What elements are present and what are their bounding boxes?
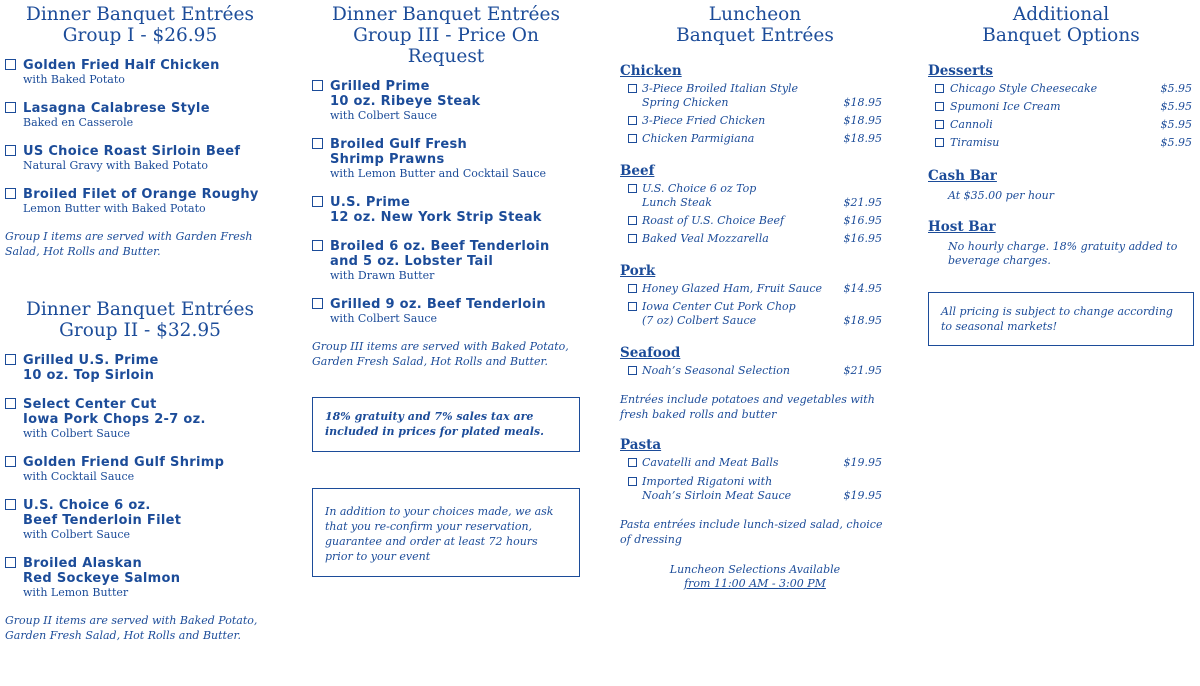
- additional-title: Additional Banquet Options: [982, 4, 1140, 46]
- lunch-item[interactable]: U.S. Choice 6 oz Top Lunch Steak $21.95: [620, 182, 890, 210]
- cash-bar-desc: At $35.00 per hour: [948, 189, 1055, 202]
- lunch-item[interactable]: Roast of U.S. Choice Beef $16.95: [620, 214, 890, 228]
- checkbox[interactable]: [5, 59, 16, 70]
- lunch-item[interactable]: Cavatelli and Meat Balls $19.95: [620, 456, 890, 470]
- checkbox[interactable]: [628, 302, 637, 311]
- lunch-item[interactable]: Iowa Center Cut Pork Chop (7 oz) Colbert Sauce $18.95: [620, 300, 890, 328]
- entree-item[interactable]: Grilled 9 oz. Beef Tenderloin with Colbert Sauce: [312, 297, 580, 326]
- checkbox[interactable]: [312, 138, 323, 149]
- category-pork: Pork: [620, 263, 656, 279]
- checkbox[interactable]: [935, 84, 944, 93]
- column-group-1-2: [5, 4, 275, 643]
- entree-item[interactable]: Grilled U.S. Prime 10 oz. Top Sirloin: [5, 353, 275, 383]
- host-bar-title: Host Bar: [928, 219, 996, 235]
- group3-title: Dinner Banquet Entrées Group III - Price On Request: [332, 4, 560, 67]
- group2-list: [5, 353, 275, 600]
- confirm-box: In addition to your choices made, we ask that you re-confirm your reservation, guarantee and order at least 72 hours prior to your event: [312, 488, 580, 577]
- luncheon-availability: Luncheon Selections Available from 11:00 AM - 3:00 PM: [669, 563, 841, 590]
- entree-item[interactable]: Broiled Gulf Fresh Shrimp Prawns with Lemon Butter and Cocktail Sauce: [312, 137, 580, 181]
- checkbox[interactable]: [312, 298, 323, 309]
- lunch-item[interactable]: Baked Veal Mozzarella $16.95: [620, 232, 890, 246]
- dessert-item[interactable]: Tiramisu $5.95: [928, 136, 1194, 150]
- entree-item[interactable]: US Choice Roast Sirloin Beef Natural Gravy with Baked Potato: [5, 144, 275, 173]
- category-seafood: Seafood: [620, 345, 681, 361]
- group3-list: [312, 79, 580, 326]
- entree-item[interactable]: Grilled Prime 10 oz. Ribeye Steak with Colbert Sauce: [312, 79, 580, 123]
- checkbox[interactable]: [5, 354, 16, 365]
- checkbox[interactable]: [628, 458, 637, 467]
- checkbox[interactable]: [312, 80, 323, 91]
- dessert-item[interactable]: Spumoni Ice Cream $5.95: [928, 100, 1194, 114]
- entree-item[interactable]: U.S. Choice 6 oz. Beef Tenderloin Filet with Colbert Sauce: [5, 498, 275, 542]
- entree-item[interactable]: Broiled Filet of Orange Roughy Lemon Butter with Baked Potato: [5, 187, 275, 216]
- category-chicken: Chicken: [620, 63, 682, 79]
- entree-item[interactable]: Broiled 6 oz. Beef Tenderloin and 5 oz. Lobster Tail with Drawn Butter: [312, 239, 580, 283]
- host-bar-desc: No hourly charge. 18% gratuity added to beverage charges.: [948, 240, 1178, 267]
- lunch-item[interactable]: Noah’s Seasonal Selection $21.95: [620, 364, 890, 378]
- checkbox[interactable]: [935, 138, 944, 147]
- checkbox[interactable]: [628, 477, 637, 486]
- checkbox[interactable]: [5, 145, 16, 156]
- entree-item[interactable]: Select Center Cut Iowa Pork Chops 2-7 oz. with Colbert Sauce: [5, 397, 275, 441]
- checkbox[interactable]: [628, 234, 637, 243]
- lunch-item[interactable]: Honey Glazed Ham, Fruit Sauce $14.95: [620, 282, 890, 296]
- gratuity-box: 18% gratuity and 7% sales tax are included in prices for plated meals.: [312, 397, 580, 452]
- column-group-3: [312, 4, 580, 577]
- group1-note: Group I items are served with Garden Fresh Salad, Hot Rolls and Butter.: [5, 230, 253, 258]
- category-beef: Beef: [620, 163, 655, 179]
- checkbox[interactable]: [935, 120, 944, 129]
- entree-item[interactable]: U.S. Prime 12 oz. New York Strip Steak: [312, 195, 580, 225]
- group2-title: Dinner Banquet Entrées Group II - $32.95: [26, 299, 254, 341]
- lunch-item[interactable]: Imported Rigatoni with Noah’s Sirloin Meat Sauce $19.95: [620, 475, 890, 503]
- dessert-item[interactable]: Cannoli $5.95: [928, 118, 1194, 132]
- checkbox[interactable]: [5, 456, 16, 467]
- checkbox[interactable]: [628, 184, 637, 193]
- category-pasta: Pasta: [620, 437, 662, 453]
- pasta-note: Pasta entrées include lunch-sized salad, choice of dressing: [620, 518, 883, 546]
- cash-bar-title: Cash Bar: [928, 168, 997, 184]
- checkbox[interactable]: [5, 188, 16, 199]
- checkbox[interactable]: [628, 216, 637, 225]
- lunch-item[interactable]: 3-Piece Fried Chicken $18.95: [620, 114, 890, 128]
- checkbox[interactable]: [628, 134, 637, 143]
- entree-item[interactable]: Broiled Alaskan Red Sockeye Salmon with Lemon Butter: [5, 556, 275, 600]
- checkbox[interactable]: [312, 196, 323, 207]
- pricing-box: All pricing is subject to change according to seasonal markets!: [928, 292, 1194, 346]
- desserts-title: Desserts: [928, 63, 994, 79]
- lunch-item[interactable]: Chicken Parmigiana $18.95: [620, 132, 890, 146]
- checkbox[interactable]: [628, 366, 637, 375]
- group2-note: Group II items are served with Baked Potato, Garden Fresh Salad, Hot Rolls and Butter.: [5, 614, 258, 642]
- entree-item[interactable]: Lasagna Calabrese Style Baked en Casserole: [5, 101, 275, 130]
- checkbox[interactable]: [5, 398, 16, 409]
- checkbox[interactable]: [312, 240, 323, 251]
- dessert-item[interactable]: Chicago Style Cheesecake $5.95: [928, 82, 1194, 96]
- column-luncheon: [620, 4, 890, 591]
- checkbox[interactable]: [628, 116, 637, 125]
- checkbox[interactable]: [628, 84, 637, 93]
- checkbox[interactable]: [628, 284, 637, 293]
- group1-list: [5, 58, 275, 216]
- lunch-item[interactable]: 3-Piece Broiled Italian Style Spring Chicken $18.95: [620, 82, 890, 110]
- column-additional: [928, 4, 1194, 346]
- checkbox[interactable]: [935, 102, 944, 111]
- group1-title: Dinner Banquet Entrées Group I - $26.95: [26, 4, 254, 46]
- checkbox[interactable]: [5, 102, 16, 113]
- entree-item[interactable]: Golden Fried Half Chicken with Baked Potato: [5, 58, 275, 87]
- luncheon-title: Luncheon Banquet Entrées: [676, 4, 834, 46]
- checkbox[interactable]: [5, 557, 16, 568]
- entree-item[interactable]: Golden Friend Gulf Shrimp with Cocktail Sauce: [5, 455, 275, 484]
- seafood-note: Entrées include potatoes and vegetables with fresh baked rolls and butter: [620, 393, 875, 421]
- group3-note: Group III items are served with Baked Potato, Garden Fresh Salad, Hot Rolls and Butter.: [312, 340, 569, 368]
- checkbox[interactable]: [5, 499, 16, 510]
